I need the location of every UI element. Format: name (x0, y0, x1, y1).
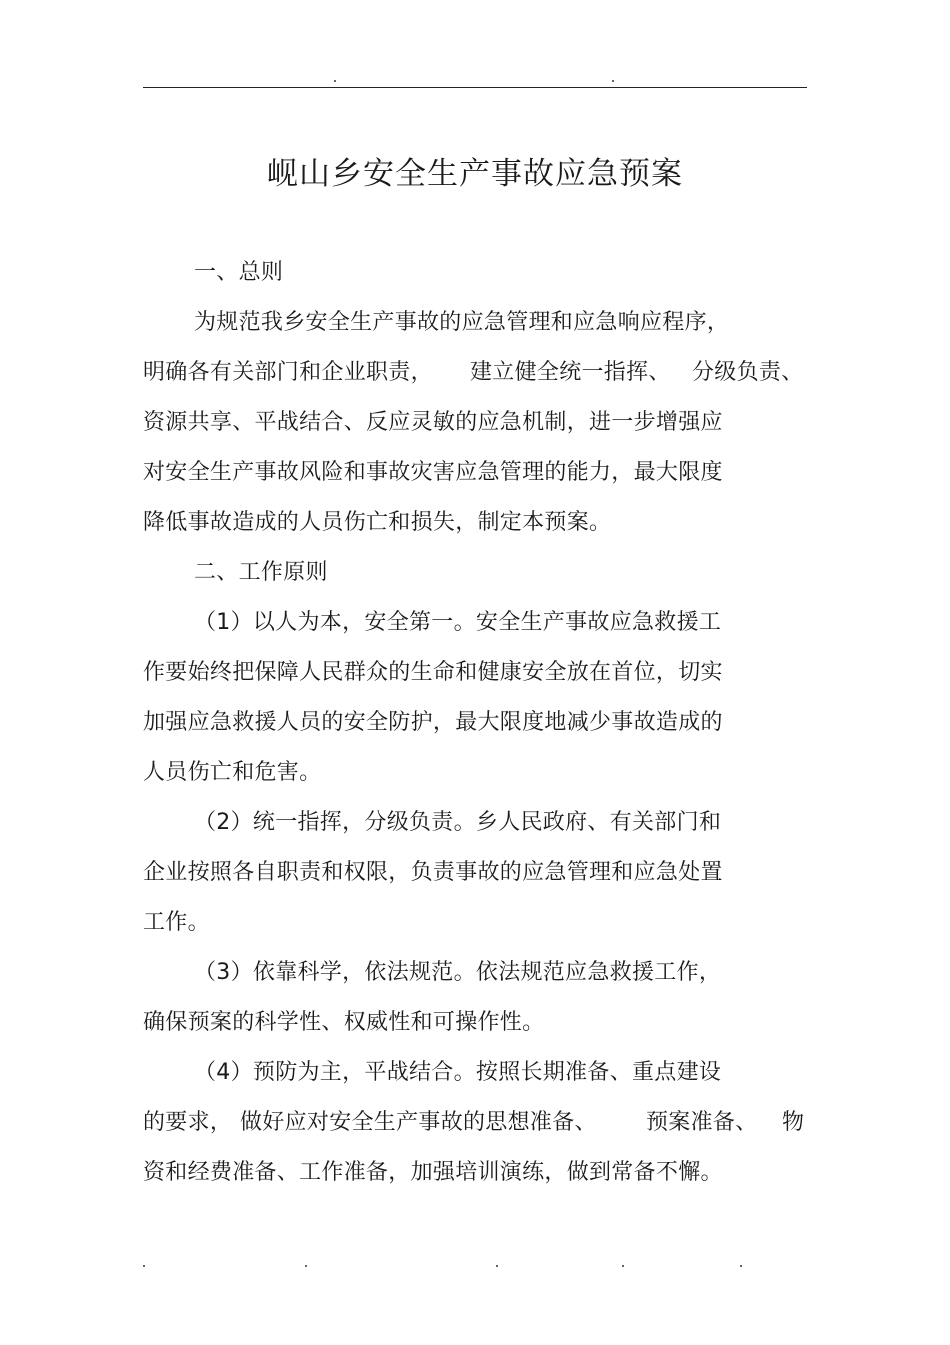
paragraph-line: 对安全生产事故风险和事故灾害应急管理的能力，最大限度 (143, 460, 723, 485)
paragraph-line: 做好应对安全生产事故的思想准备、 (240, 1110, 597, 1135)
paragraph-line: 企业按照各自职责和权限，负责事故的应急管理和应急处置 (143, 860, 723, 885)
paragraph-line: 物 (782, 1110, 805, 1135)
paragraph-line: （4）预防为主，平战结合。按照长期准备、重点建设 (194, 1060, 722, 1085)
header-dot (334, 80, 336, 82)
document-title: 岘山乡安全生产事故应急预案 (267, 156, 683, 192)
paragraph-line: 的要求， (143, 1110, 233, 1135)
paragraph-line: 明确各有关部门和企业职责， (143, 360, 433, 385)
footer-dot (496, 1265, 498, 1267)
paragraph-line: 预案准备、 (646, 1110, 758, 1135)
paragraph-line: （3）依靠科学，依法规范。依法规范应急救援工作， (194, 960, 722, 985)
footer-dot (143, 1265, 145, 1267)
paragraph-line: 资和经费准备、工作准备，加强培训演练，做到常备不懈。 (143, 1160, 723, 1185)
paragraph-line: 为规范我乡安全生产事故的应急管理和应急响应程序， (194, 310, 730, 335)
paragraph-line: （1）以人为本，安全第一。安全生产事故应急救援工 (194, 610, 722, 635)
paragraph-line: 建立健全统一指挥、 (470, 360, 671, 385)
paragraph-line: 确保预案的科学性、权威性和可操作性。 (143, 1010, 545, 1035)
section-heading-principles: 二、工作原则 (194, 560, 328, 585)
paragraph-line: 工作。 (143, 910, 210, 935)
paragraph-line: （2）统一指挥，分级负责。乡人民政府、有关部门和 (194, 810, 722, 835)
section-heading-general: 一、总则 (194, 260, 284, 285)
paragraph-line: 加强应急救援人员的安全防护，最大限度地减少事故造成的 (143, 710, 723, 735)
paragraph-line: 资源共享、平战结合、反应灵敏的应急机制，进一步增强应 (143, 410, 723, 435)
footer-dot (740, 1265, 742, 1267)
header-rule (143, 87, 807, 88)
footer-dot (305, 1265, 307, 1267)
paragraph-line: 作要始终把保障人民群众的生命和健康安全放在首位，切实 (143, 660, 723, 685)
header-dot (612, 80, 614, 82)
paragraph-line: 分级负责、 (692, 360, 804, 385)
footer-dot (622, 1265, 624, 1267)
paragraph-line: 人员伤亡和危害。 (143, 760, 322, 785)
paragraph-line: 降低事故造成的人员伤亡和损失，制定本预案。 (143, 510, 612, 535)
